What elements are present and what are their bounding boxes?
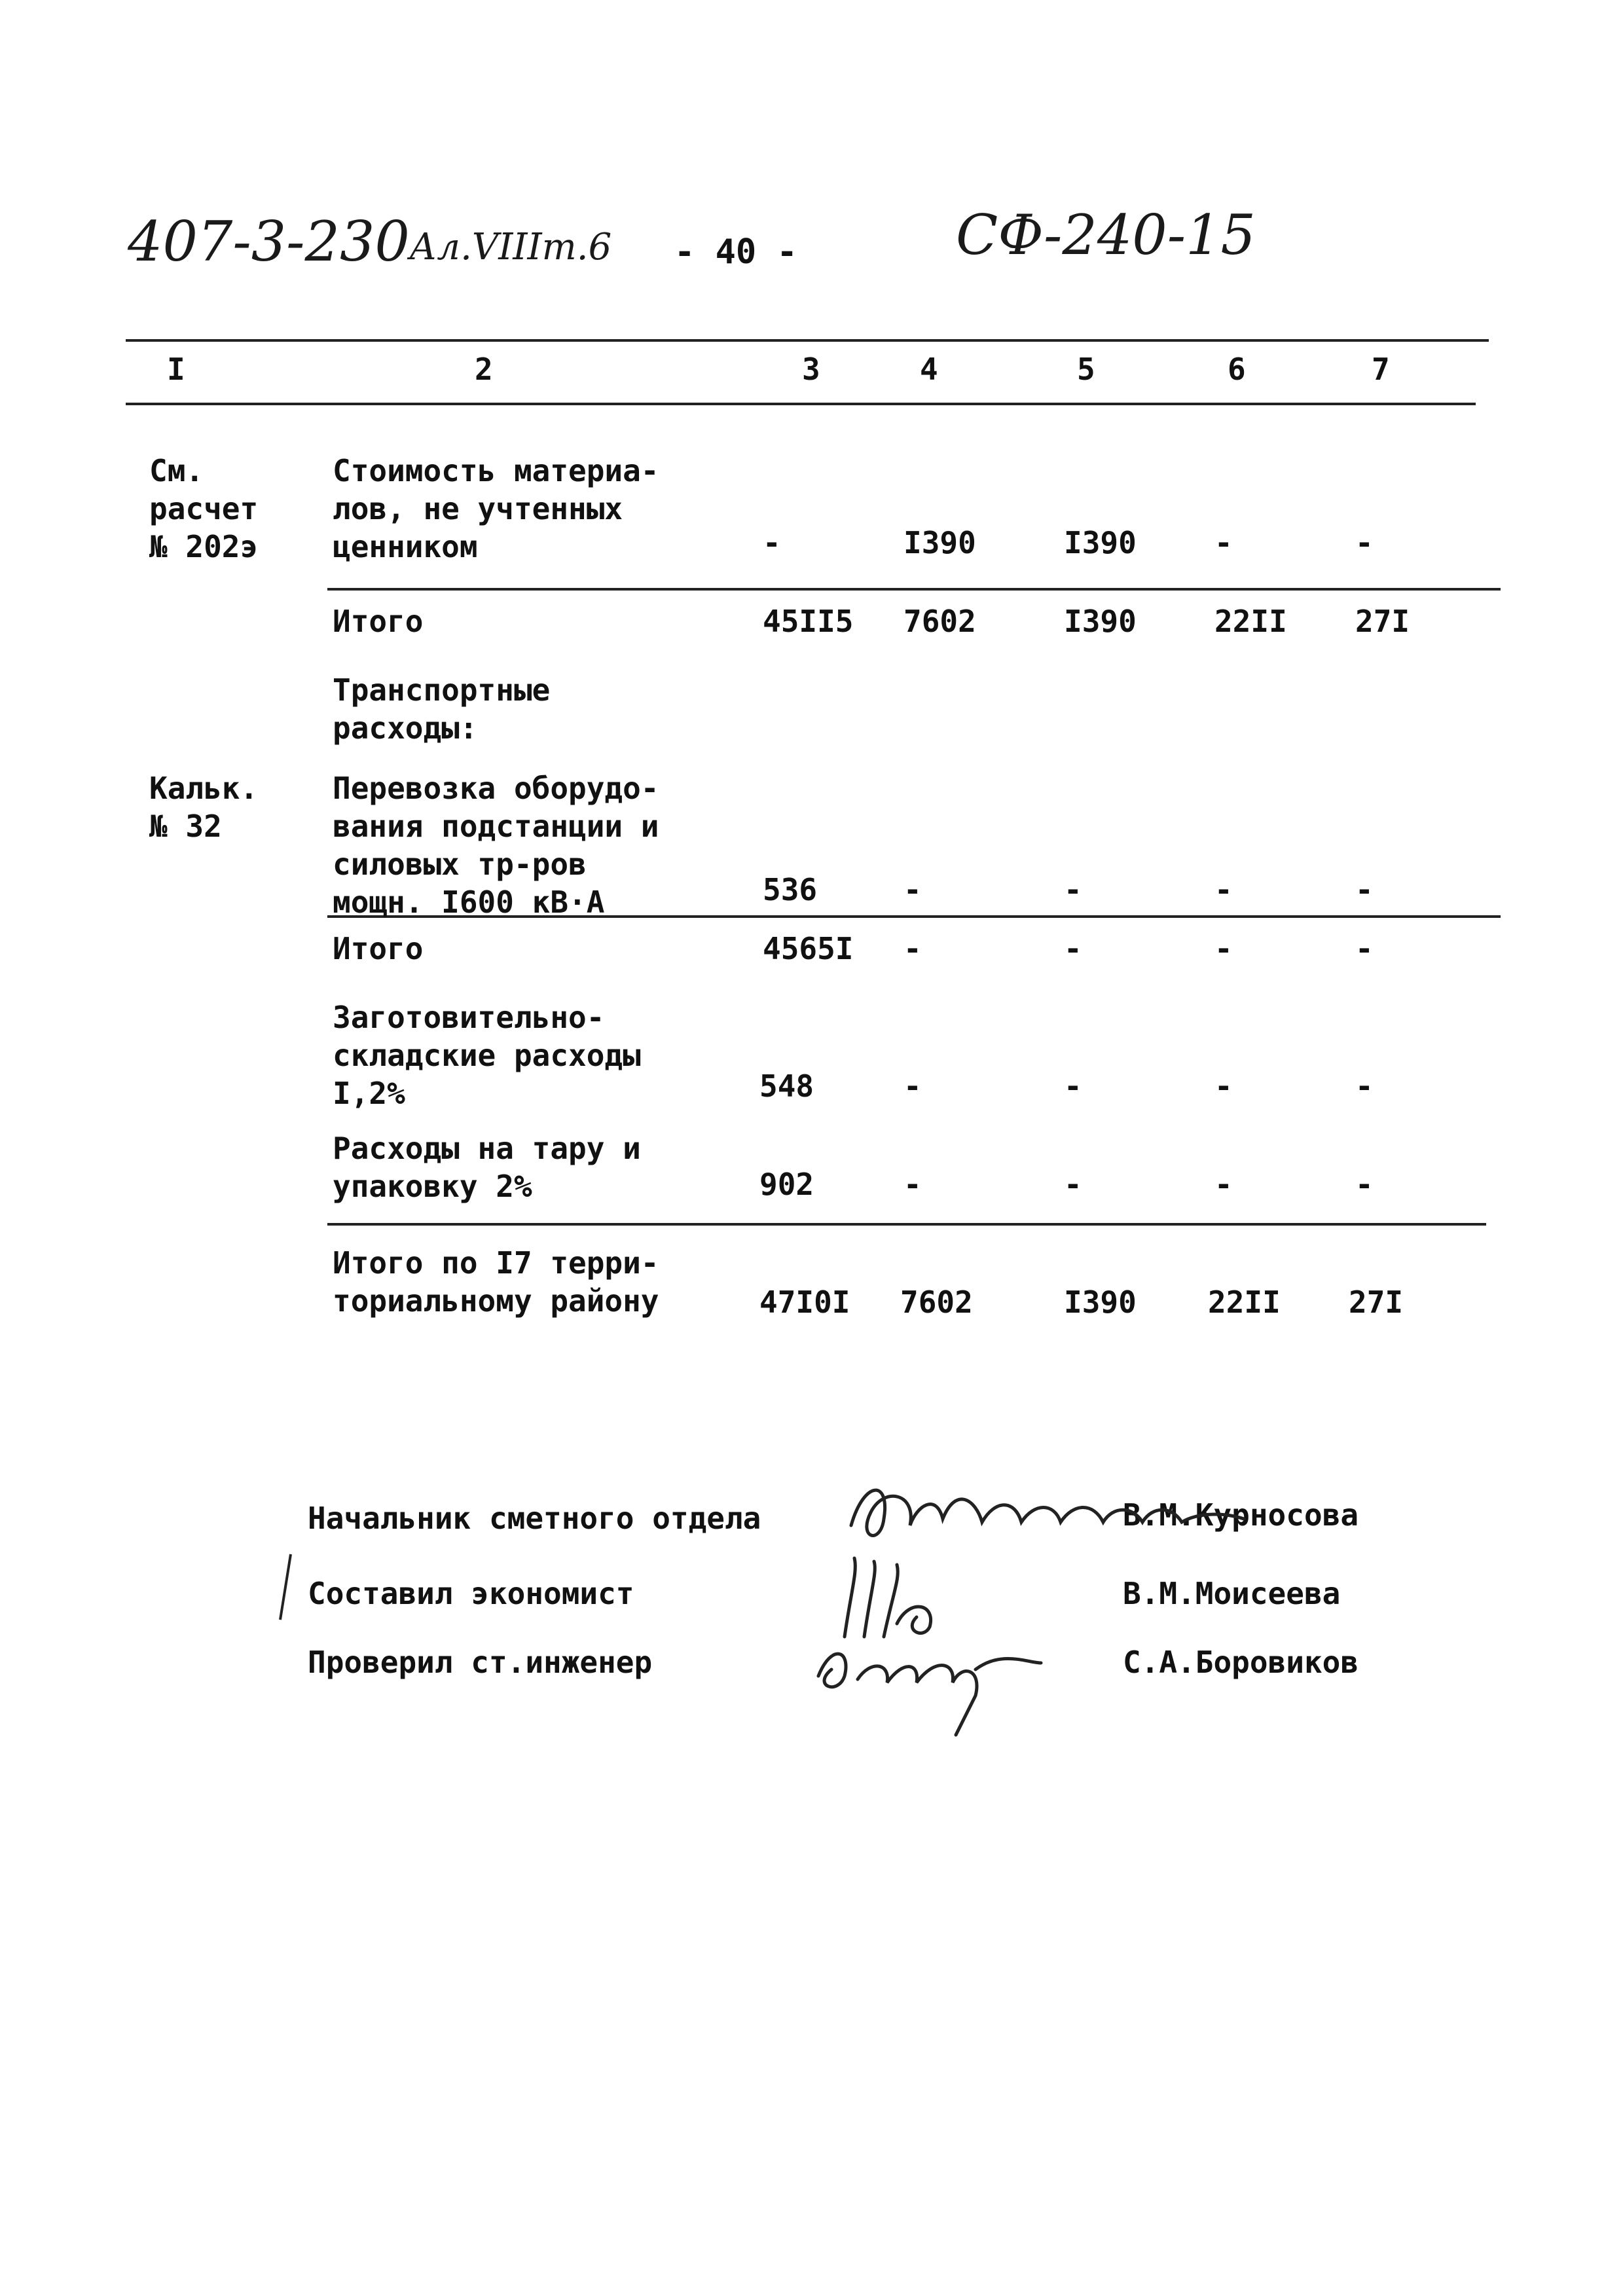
col-header-2: 2 xyxy=(475,352,493,387)
cell-c3: 902 xyxy=(759,1167,814,1202)
page-number: - 40 - xyxy=(674,232,797,272)
signature-name: С.А.Боровиков xyxy=(1123,1645,1359,1680)
sheet-code: СФ-240-15 xyxy=(956,203,1256,267)
cell-c6: 22II xyxy=(1208,1285,1281,1320)
col-header-3: 3 xyxy=(802,352,820,387)
cell-c7: 27I xyxy=(1355,604,1410,639)
cell-c4: - xyxy=(903,872,922,907)
cell-c4: - xyxy=(903,931,922,966)
cell-c7: - xyxy=(1355,1068,1374,1104)
cell-c5: - xyxy=(1064,872,1082,907)
cell-c6: - xyxy=(1214,525,1233,560)
row-desc: Итого по I7 терри- ториальному району xyxy=(333,1245,659,1319)
signature-name: В.М.Курносова xyxy=(1123,1497,1359,1533)
signature-role: Начальник сметного отдела xyxy=(308,1501,761,1536)
cell-c4: - xyxy=(903,1167,922,1202)
signature-role: Проверил ст.инженер xyxy=(308,1645,653,1680)
cell-c5: - xyxy=(1064,1068,1082,1104)
row-desc: Расходы на тару и упаковку 2% xyxy=(333,1131,641,1204)
handwritten-signature xyxy=(845,1467,1250,1558)
cell-c7: 27I xyxy=(1349,1285,1404,1320)
col-header-5: 5 xyxy=(1077,352,1095,387)
cell-c4: 7602 xyxy=(903,604,976,639)
cell-c7: - xyxy=(1355,931,1374,966)
cell-c4: 7602 xyxy=(900,1285,973,1320)
cell-c5: I390 xyxy=(1064,525,1137,560)
row-ref: См. расчет № 202э xyxy=(149,453,259,564)
row-desc: Перевозка оборудо- вания подстанции и силовых тр-ров мощн. I600 кВ·А xyxy=(333,771,659,920)
cell-c5: - xyxy=(1064,931,1082,966)
cell-c6: - xyxy=(1214,1167,1233,1202)
col-header-4: 4 xyxy=(920,352,938,387)
cell-c6: 22II xyxy=(1214,604,1287,639)
cell-c3: 536 xyxy=(763,872,818,907)
cell-c4: - xyxy=(903,1068,922,1104)
signature-name: В.М.Моисеева xyxy=(1123,1576,1341,1611)
row-desc: Итого xyxy=(333,604,424,639)
doc-code: 407-3-230 xyxy=(128,210,410,274)
table-top-rule xyxy=(126,339,1489,342)
cell-c6: - xyxy=(1214,931,1233,966)
cell-c3: 548 xyxy=(759,1068,814,1104)
row-ref: Кальк. № 32 xyxy=(149,771,259,844)
col-header-6: 6 xyxy=(1228,352,1246,387)
cell-c7: - xyxy=(1355,1167,1374,1202)
cell-c6: - xyxy=(1214,872,1233,907)
cell-c3: 45II5 xyxy=(763,604,854,639)
cell-c7: - xyxy=(1355,872,1374,907)
col-header-1: I xyxy=(167,352,185,387)
row-desc: Итого xyxy=(333,931,424,966)
header-bottom-rule xyxy=(126,403,1476,405)
signature-role: Составил экономист xyxy=(308,1576,634,1611)
cell-c5: - xyxy=(1064,1167,1082,1202)
margin-mark xyxy=(275,1552,301,1624)
handwritten-signature xyxy=(805,1624,1054,1741)
row-desc: Транспортные расходы: xyxy=(333,672,551,746)
cell-c7: - xyxy=(1355,525,1374,560)
album-ref: Ал.VIIIт.6 xyxy=(409,226,612,268)
row-rule-1 xyxy=(327,588,1501,591)
cell-c4: I390 xyxy=(903,525,976,560)
cell-c3: 47I0I xyxy=(759,1285,850,1320)
cell-c5: I390 xyxy=(1064,604,1137,639)
cell-c3: 4565I xyxy=(763,931,854,966)
row-desc: Заготовительно- складские расходы I,2% xyxy=(333,1000,641,1111)
cell-c5: I390 xyxy=(1064,1285,1137,1320)
row-desc: Стоимость материа- лов, не учтенных ценником xyxy=(333,453,659,564)
cell-c3: - xyxy=(763,525,781,560)
col-header-7: 7 xyxy=(1372,352,1390,387)
row-rule-3 xyxy=(327,1223,1486,1226)
cell-c6: - xyxy=(1214,1068,1233,1104)
